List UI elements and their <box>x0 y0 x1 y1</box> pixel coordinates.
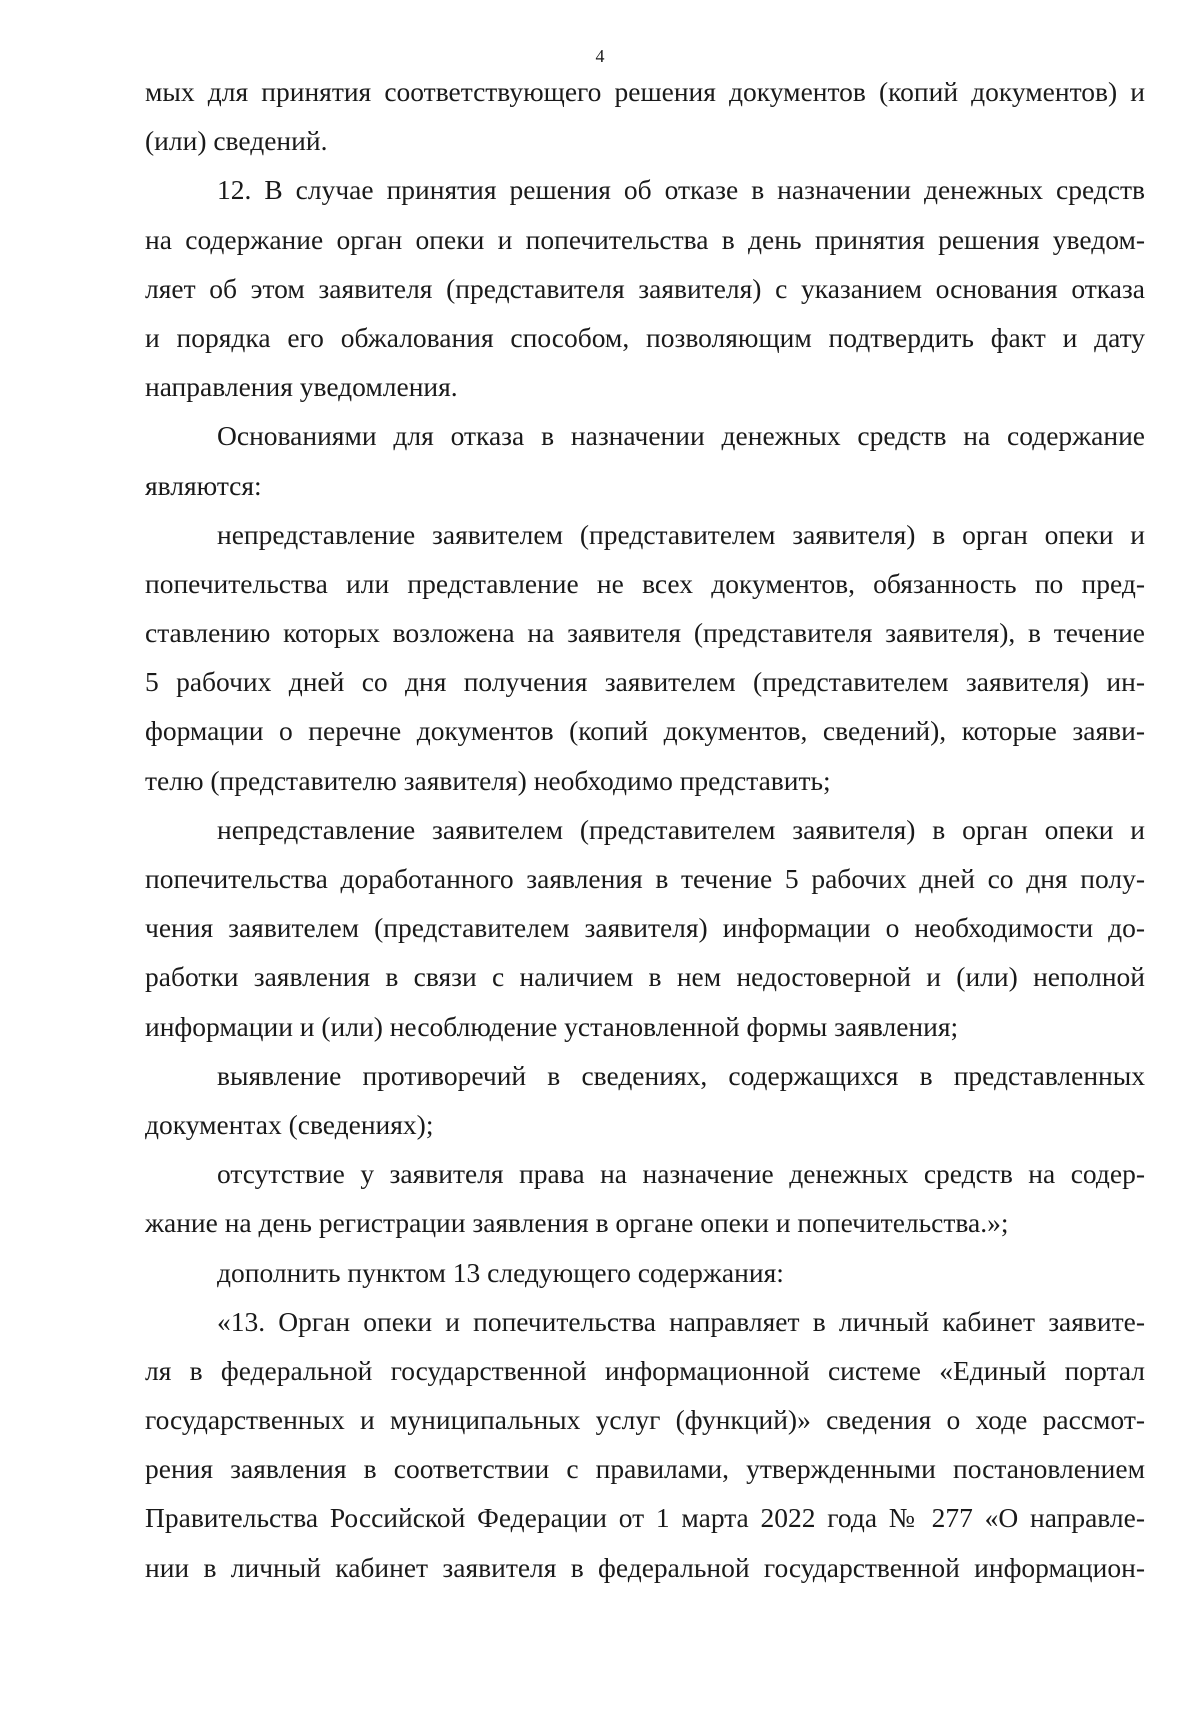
text-line: работки заявления в связи с наличием в нем недостоверной и (или) неполной <box>145 961 1145 993</box>
text-line: Правительства Российской Федерации от 1 марта 2022 года № 277 «О направле- <box>145 1502 1145 1534</box>
text-line: документах (сведениях); <box>145 1108 434 1140</box>
text-line: 12. В случае принятия решения об отказе в назначении денежных средств <box>217 174 1145 206</box>
text-line: направления уведомления. <box>145 371 458 403</box>
text-line: выявление противоречий в сведениях, содержащихся в представленных <box>217 1059 1145 1091</box>
text-line: государственных и муниципальных услуг (функций)» сведения о ходе рассмот- <box>145 1404 1145 1436</box>
text-line: формации о перечне документов (копий документов, сведений), которые заяви- <box>145 715 1145 747</box>
text-line: ляет об этом заявителя (представителя заявителя) с указанием основания отказа <box>145 272 1145 304</box>
text-line: дополнить пунктом 13 следующего содержания: <box>217 1256 784 1288</box>
text-line: непредставление заявителем (представителем заявителя) в орган опеки и <box>217 813 1145 845</box>
text-line: попечительства или представление не всех документов, обязанность по пред- <box>145 567 1145 599</box>
text-line: Основаниями для отказа в назначении денежных средств на содержание <box>217 420 1145 452</box>
text-line: «13. Орган опеки и попечительства направляет в личный кабинет заявите- <box>217 1305 1145 1337</box>
text-line: нии в личный кабинет заявителя в федеральной государственной информацион- <box>145 1551 1145 1583</box>
text-line: телю (представителю заявителя) необходимо представить; <box>145 764 831 796</box>
text-line: ля в федеральной государственной информационной системе «Единый портал <box>145 1354 1145 1386</box>
text-line: отсутствие у заявителя права на назначение денежных средств на содер- <box>217 1158 1145 1190</box>
text-line: и порядка его обжалования способом, позволяющим подтвердить факт и дату <box>145 321 1145 353</box>
text-line: попечительства доработанного заявления в течение 5 рабочих дней со дня полу- <box>145 863 1145 894</box>
text-line: рения заявления в соответствии с правилами, утвержденными постановлением <box>145 1453 1145 1485</box>
text-line: жание на день регистрации заявления в органе опеки и попечительства.»; <box>145 1207 1009 1239</box>
text-line: чения заявителем (представителем заявителя) информации о необходимости до- <box>145 912 1145 944</box>
text-line: 5 рабочих дней со дня получения заявителем (представителем заявителя) ин- <box>145 666 1145 698</box>
text-line: ставлению которых возложена на заявителя (представителя заявителя), в течение <box>145 617 1145 649</box>
text-line: на содержание орган опеки и попечительства в день принятия решения уведом- <box>145 223 1145 255</box>
document-body <box>145 67 1145 1592</box>
text-line: являются: <box>145 469 262 501</box>
page-number: 4 <box>595 46 605 66</box>
text-line: (или) сведений. <box>145 125 328 157</box>
text-line: мых для принятия соответствующего решения документов (копий документов) и <box>145 76 1145 107</box>
text-line: информации и (или) несоблюдение установленной формы заявления; <box>145 1010 959 1042</box>
text-line: непредставление заявителем (представителем заявителя) в орган опеки и <box>217 518 1145 550</box>
